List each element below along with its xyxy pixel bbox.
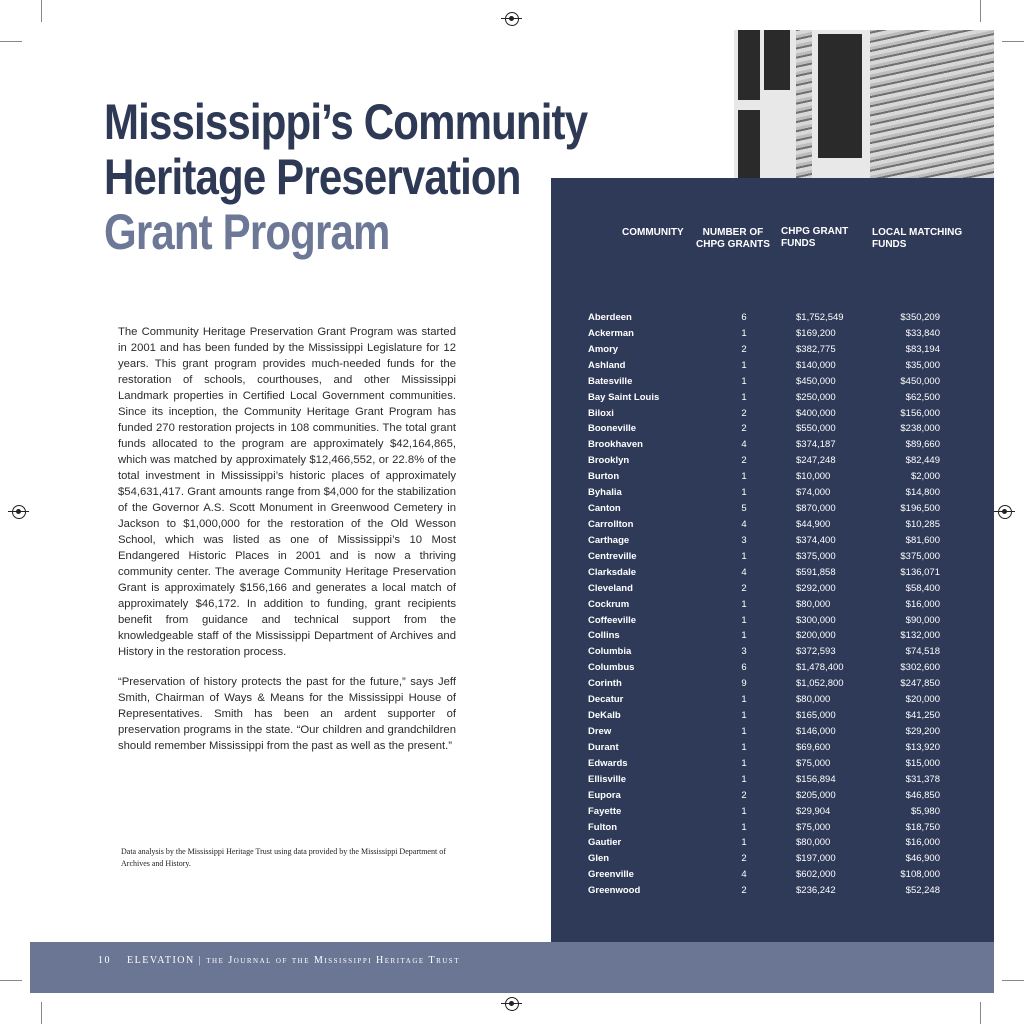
- community-cell: Centreville: [588, 550, 637, 562]
- grant-funds-cell: $292,000: [796, 582, 836, 594]
- grant-count-cell: 4: [741, 518, 747, 530]
- community-cell: DeKalb: [588, 710, 621, 722]
- title-line-1: Mississippi’s Community: [104, 94, 588, 150]
- matching-funds-cell: $83,194: [905, 343, 940, 355]
- matching-funds-cell: $14,800: [905, 487, 940, 499]
- grant-funds-cell: $10,000: [796, 471, 831, 483]
- matching-funds-cell: $62,500: [905, 391, 940, 403]
- grant-funds-cell: $146,000: [796, 725, 836, 737]
- grant-count-cell: 3: [741, 534, 747, 546]
- community-cell: Greenwood: [588, 885, 641, 897]
- matching-funds-cell: $90,000: [905, 614, 940, 626]
- header-funds: [781, 226, 848, 250]
- header-grants: [696, 227, 770, 251]
- community-cell: Batesville: [588, 375, 633, 387]
- community-cell: Brookhaven: [588, 439, 643, 451]
- matching-funds-cell: $238,000: [900, 423, 940, 435]
- grant-count-cell: 6: [741, 312, 747, 323]
- matching-funds-cell: $46,900: [905, 853, 940, 865]
- grant-funds-cell: $200,000: [796, 630, 836, 642]
- grant-funds-cell: $80,000: [796, 598, 831, 610]
- community-cell: Greenville: [588, 869, 634, 881]
- crop-mark: [1002, 980, 1024, 981]
- grant-count-cell: 2: [741, 789, 747, 801]
- grant-count-cell: 4: [741, 869, 747, 881]
- community-cell: Collins: [588, 630, 620, 642]
- crop-mark: [980, 1002, 981, 1024]
- building-photo: [734, 30, 994, 178]
- grant-funds-cell: $69,600: [796, 741, 831, 753]
- crop-mark: [0, 980, 22, 981]
- grant-count-cell: 1: [741, 327, 747, 339]
- community-cell: Byhalia: [588, 487, 622, 499]
- grant-funds-cell: $165,000: [796, 710, 836, 722]
- grant-funds-cell: $870,000: [796, 503, 836, 515]
- community-cell: Burton: [588, 471, 620, 483]
- matching-funds-cell: $108,000: [900, 869, 940, 881]
- grant-funds-cell: $250,000: [796, 391, 836, 403]
- community-cell: Fayette: [588, 805, 622, 817]
- crop-mark: [41, 1002, 42, 1024]
- header-community: [622, 227, 684, 239]
- community-cell: Ellisville: [588, 773, 627, 785]
- grant-funds-cell: $400,000: [796, 407, 836, 419]
- grant-count-cell: 3: [741, 646, 747, 658]
- window-pane: [764, 30, 790, 90]
- grant-funds-cell: $44,900: [796, 518, 831, 530]
- grant-funds-cell: $80,000: [796, 694, 831, 706]
- matching-funds-cell: $74,518: [905, 646, 940, 658]
- grant-count-cell: 2: [741, 343, 747, 355]
- grant-funds-cell: $374,187: [796, 439, 836, 451]
- community-cell: Amory: [588, 343, 619, 355]
- grant-funds-cell: $300,000: [796, 614, 836, 626]
- community-cell: Biloxi: [588, 407, 614, 419]
- matching-funds-cell: $18,750: [905, 821, 940, 833]
- matching-funds-cell: $52,248: [905, 885, 940, 897]
- grant-funds-cell: $1,478,400: [796, 662, 844, 674]
- matching-funds-cell: $16,000: [905, 837, 940, 849]
- page-title: [104, 95, 587, 260]
- community-cell: Aberdeen: [588, 312, 632, 323]
- grant-count-cell: 2: [741, 885, 747, 897]
- matching-funds-cell: $82,449: [905, 455, 940, 467]
- crop-mark: [1002, 41, 1024, 42]
- grant-funds-cell: $374,400: [796, 534, 836, 546]
- community-cell: Coffeeville: [588, 614, 637, 626]
- matching-funds-cell: $302,600: [900, 662, 940, 674]
- grant-count-cell: 1: [741, 821, 747, 833]
- grant-count-cell: 5: [741, 503, 747, 515]
- community-cell: Cockrum: [588, 598, 630, 610]
- grant-count-cell: 1: [741, 805, 747, 817]
- grant-count-cell: 1: [741, 487, 747, 499]
- community-cell: Carthage: [588, 534, 630, 546]
- grant-funds-cell: $140,000: [796, 359, 836, 371]
- grant-funds-cell: $550,000: [796, 423, 836, 435]
- matching-funds-cell: $89,660: [905, 439, 940, 451]
- matching-funds-cell: $15,000: [905, 757, 940, 769]
- grant-count-cell: 1: [741, 550, 747, 562]
- grant-funds-cell: $372,593: [796, 646, 836, 658]
- grant-count-cell: 2: [741, 455, 747, 467]
- window-pane: [738, 30, 760, 100]
- title-line-2: Heritage Preservation: [104, 149, 521, 205]
- header-community-label: COMMUNITY: [622, 227, 684, 238]
- registration-mark-icon: [998, 505, 1012, 519]
- header-funds-line-2: FUNDS: [781, 238, 816, 249]
- community-cell: Clarksdale: [588, 566, 637, 578]
- matching-funds-cell: $375,000: [900, 550, 940, 562]
- grant-funds-cell: $1,752,549: [796, 312, 844, 323]
- window-pane: [818, 34, 862, 158]
- grant-funds-cell: $382,775: [796, 343, 836, 355]
- quote-paragraph: “Preservation of history protects the past for the future,” says Jeff Smith, Chairman of Ways & Means for the Mississippi House of Representatives. Smith has been an ardent supporter of preservation programs in the state. “Our children and grandchildren should remember Mississippi from the past as well as the present.”: [118, 676, 456, 752]
- footer-band: [30, 942, 994, 993]
- grant-funds-cell: $450,000: [796, 375, 836, 387]
- registration-mark-icon: [12, 505, 26, 519]
- matching-funds-cell: $58,400: [905, 582, 940, 594]
- community-cell: Drew: [588, 725, 612, 737]
- grant-funds-cell: $1,052,800: [796, 678, 844, 690]
- community-cell: Durant: [588, 741, 619, 753]
- grant-count-cell: 1: [741, 741, 747, 753]
- grant-funds-cell: $156,894: [796, 773, 836, 785]
- grant-count-cell: 1: [741, 773, 747, 785]
- community-cell: Ashland: [588, 359, 626, 371]
- community-cell: Corinth: [588, 678, 622, 690]
- body-paragraph: The Community Heritage Preservation Grant Program was started in 2001 and has been funded by the Mississippi Legislature for 12 years. This grant program provides much-needed funds for the restoration of schools, courthouses, and other Mississippi Landmark properties in Certified Local Government communities. Since its inception, the Community Heritage Grant Program has funded 270 restoration projects in 108 communities. The total grant funds allocated to the program are approximately $42,164,865, which was matched by approximately $12,466,552, or 22.8% of the total investment in Mississippi’s historic places of approximately $54,631,417. Grant amounts range from $4,000 for the stabilization of the Governor A.S. Scott Monument in Greenwood Cemetery in Jackson to $1,000,000 for the restoration of the Old Wesson School, which was listed as one of Mississippi’s 10 Most Endangered Historic Places in 2001 and is now a thriving community center. The average Community Heritage Preservation Grant is approximately $156,166 and generates a local match of approximately $46,172. In addition to funding, grant recipients benefit from guidance and technical support from the knowledgeable staff of the Mississippi Department of Archives and History in the restoration process.: [118, 326, 456, 658]
- window-pane: [738, 110, 760, 178]
- journal-name: ELEVATION | the Journal of the Mississippi Heritage Trust: [127, 955, 460, 966]
- matching-funds-cell: $35,000: [905, 359, 940, 371]
- grant-count-cell: 4: [741, 439, 747, 451]
- matching-funds-cell: $196,500: [900, 503, 940, 515]
- header-grants-line-1: NUMBER OF: [702, 227, 764, 238]
- community-cell: Bay Saint Louis: [588, 391, 660, 403]
- grant-count-cell: 1: [741, 837, 747, 849]
- grant-count-cell: 1: [741, 598, 747, 610]
- footer-text: [98, 955, 460, 966]
- grant-count-cell: 1: [741, 614, 747, 626]
- grant-count-cell: 2: [741, 407, 747, 419]
- grant-count-cell: 1: [741, 725, 747, 737]
- community-cell: Ackerman: [588, 327, 634, 339]
- registration-mark-icon: [505, 12, 519, 26]
- community-cell: Eupora: [588, 789, 621, 801]
- matching-funds-cell: $33,840: [905, 327, 940, 339]
- grant-count-cell: 2: [741, 853, 747, 865]
- grant-funds-cell: $197,000: [796, 853, 836, 865]
- grant-count-cell: 2: [741, 582, 747, 594]
- matching-funds-cell: $31,378: [905, 773, 940, 785]
- matching-funds-cell: $2,000: [910, 471, 940, 483]
- page-number: 10: [98, 955, 111, 966]
- header-grants-line-2: CHPG GRANTS: [696, 239, 770, 250]
- matching-funds-cell: $247,850: [900, 678, 940, 690]
- community-cell: Booneville: [588, 423, 637, 435]
- community-cell: Decatur: [588, 694, 624, 706]
- grant-funds-cell: $29,904: [796, 805, 831, 817]
- matching-funds-cell: $10,285: [905, 518, 940, 530]
- matching-funds-cell: $5,980: [910, 805, 940, 817]
- matching-funds-cell: $132,000: [900, 630, 940, 642]
- community-cell: Carrollton: [588, 518, 634, 530]
- matching-funds-cell: $20,000: [905, 694, 940, 706]
- matching-funds-cell: $450,000: [900, 375, 940, 387]
- header-funds-line-1: CHPG GRANT: [781, 226, 849, 237]
- grant-count-cell: 4: [741, 566, 747, 578]
- header-match-line-2: FUNDS: [872, 239, 907, 250]
- grant-funds-cell: $375,000: [796, 550, 836, 562]
- grant-funds-cell: $80,000: [796, 837, 831, 849]
- grant-funds-cell: $75,000: [796, 757, 831, 769]
- matching-funds-cell: $16,000: [905, 598, 940, 610]
- grant-funds-cell: $602,000: [796, 869, 836, 881]
- community-cell: Columbus: [588, 662, 635, 674]
- crop-mark: [41, 0, 42, 22]
- grant-funds-cell: $169,200: [796, 327, 836, 339]
- community-cell: Glen: [588, 853, 610, 865]
- grant-count-cell: 1: [741, 391, 747, 403]
- grant-count-cell: 1: [741, 630, 747, 642]
- community-cell: Edwards: [588, 757, 628, 769]
- grant-funds-cell: $205,000: [796, 789, 836, 801]
- community-cell: Canton: [588, 503, 621, 515]
- data-source-note: Data analysis by the Mississippi Heritage Trust using data provided by the Mississippi Department of Archives and History.: [121, 847, 446, 868]
- header-match-line-1: LOCAL MATCHING: [872, 227, 963, 238]
- grant-count-cell: 2: [741, 423, 747, 435]
- article-body: [118, 324, 456, 768]
- registration-mark-icon: [505, 997, 519, 1011]
- matching-funds-cell: $46,850: [905, 789, 940, 801]
- crop-mark: [980, 0, 981, 22]
- grant-count-cell: 1: [741, 375, 747, 387]
- matching-funds-cell: $350,209: [900, 312, 940, 323]
- grant-count-cell: 1: [741, 471, 747, 483]
- community-cell: Columbia: [588, 646, 632, 658]
- matching-funds-cell: $29,200: [905, 725, 940, 737]
- grant-count-cell: 1: [741, 757, 747, 769]
- matching-funds-cell: $136,071: [900, 566, 940, 578]
- title-line-3: Grant Program: [104, 204, 390, 260]
- grant-funds-cell: $247,248: [796, 455, 836, 467]
- matching-funds-cell: $41,250: [905, 710, 940, 722]
- community-cell: Cleveland: [588, 582, 633, 594]
- matching-funds-cell: $156,000: [900, 407, 940, 419]
- matching-funds-cell: $81,600: [905, 534, 940, 546]
- grant-funds-cell: $74,000: [796, 487, 831, 499]
- grant-count-cell: 1: [741, 710, 747, 722]
- grant-count-cell: 1: [741, 694, 747, 706]
- crop-mark: [0, 41, 22, 42]
- community-cell: Gautier: [588, 837, 622, 849]
- grant-funds-cell: $236,242: [796, 885, 836, 897]
- grant-count-cell: 6: [741, 662, 747, 674]
- grant-funds-cell: $75,000: [796, 821, 831, 833]
- grant-funds-cell: $591,858: [796, 566, 836, 578]
- header-match: [872, 227, 962, 251]
- community-cell: Fulton: [588, 821, 618, 833]
- grant-count-cell: 1: [741, 359, 747, 371]
- grant-count-cell: 9: [741, 678, 747, 690]
- matching-funds-cell: $13,920: [905, 741, 940, 753]
- community-cell: Brooklyn: [588, 455, 630, 467]
